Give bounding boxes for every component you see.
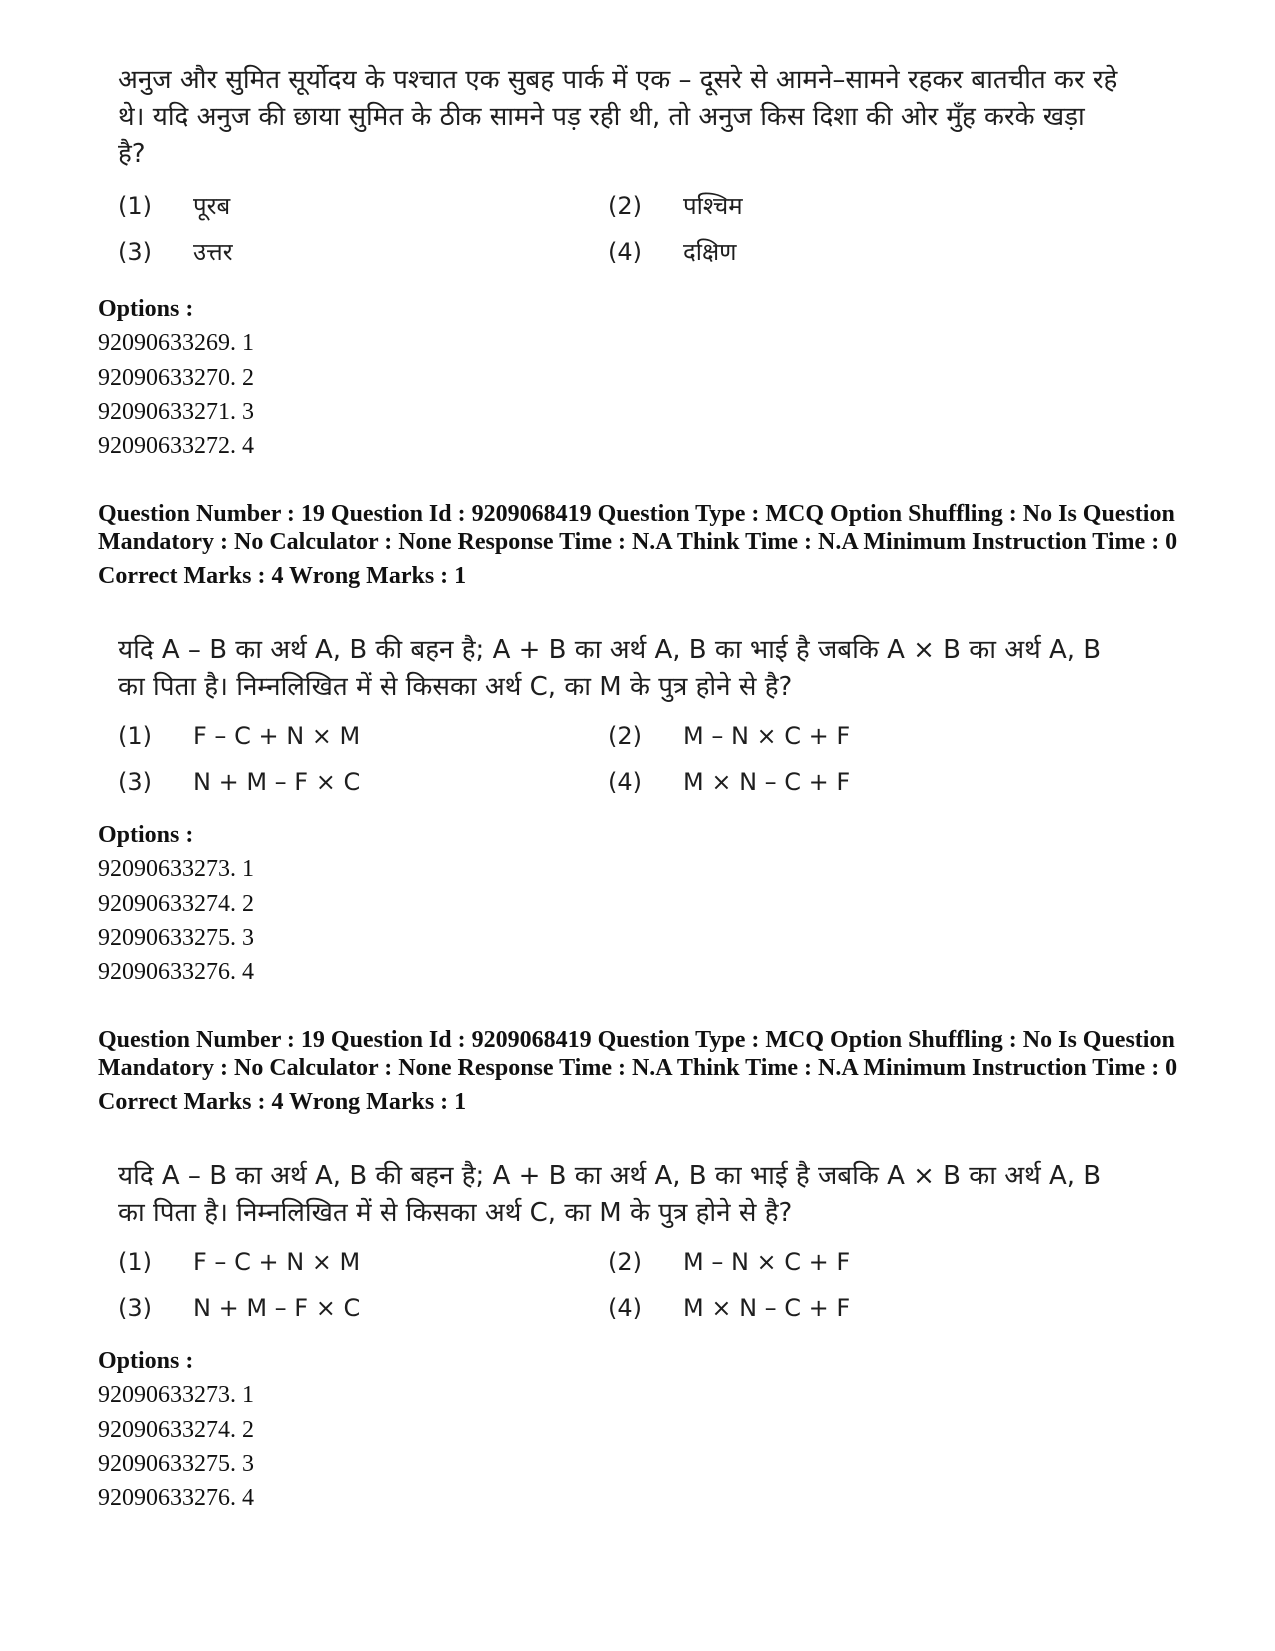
question-header: Question Number : 19 Question Id : 9209068419 Question Type : MCQ Option Shuffling : No Is Question Mandatory : No Calculator : None Response Time : N.A Think Time : N.A Minimum Instruction Time : 0 — [98, 501, 1178, 555]
choice-2: (2) M – N × C + F — [608, 722, 851, 750]
options-title: Options : — [98, 296, 194, 322]
choice-1: (1) पूरब — [118, 192, 231, 220]
choice-3: (3) उत्तर — [118, 238, 233, 266]
question-header: Question Number : 19 Question Id : 9209068419 Question Type : MCQ Option Shuffling : No Is Question Mandatory : No Calculator : None Response Time : N.A Think Time : N.A Minimum Instruction Time : 0 — [98, 1027, 1178, 1081]
choice-4: (4) दक्षिण — [608, 238, 737, 266]
options-title: Options : — [98, 1348, 194, 1374]
question-image-1 — [118, 62, 1118, 279]
option-id: 92090633270. 2 — [98, 364, 254, 391]
option-id: 92090633272. 4 — [98, 433, 254, 460]
choice-2: (2) पश्चिम — [608, 192, 743, 220]
choices-grid — [118, 1248, 1118, 1338]
choice-1: (1) F – C + N × M — [118, 722, 361, 750]
options-list-2 — [98, 818, 254, 989]
marks-line: Correct Marks : 4 Wrong Marks : 1 — [98, 1089, 467, 1115]
option-id: 92090633273. 1 — [98, 1382, 254, 1409]
option-id: 92090633274. 2 — [98, 890, 254, 917]
option-id: 92090633275. 3 — [98, 1450, 254, 1477]
options-list-3 — [98, 1344, 254, 1515]
option-id: 92090633275. 3 — [98, 924, 254, 951]
choice-4: (4) M × N – C + F — [608, 768, 851, 796]
marks-line: Correct Marks : 4 Wrong Marks : 1 — [98, 563, 467, 589]
choices-grid — [118, 189, 1118, 279]
question-image-2 — [118, 632, 1118, 812]
choice-4: (4) M × N – C + F — [608, 1294, 851, 1322]
choice-3: (3) N + M – F × C — [118, 768, 361, 796]
choice-3: (3) N + M – F × C — [118, 1294, 361, 1322]
question-text: यदि A – B का अर्थ A, B की बहन है; A + B का अर्थ A, B का भाई है जबकि A × B का अर्थ A, B का पिता है। निम्नलिखित में से किसका अर्थ C, का M के पुत्र होने से है? — [118, 635, 1102, 702]
choice-2: (2) M – N × C + F — [608, 1248, 851, 1276]
option-id: 92090633274. 2 — [98, 1416, 254, 1443]
question-meta-2 — [98, 500, 1178, 590]
question-image-3 — [118, 1158, 1118, 1338]
option-id: 92090633276. 4 — [98, 959, 254, 986]
question-text: यदि A – B का अर्थ A, B की बहन है; A + B का अर्थ A, B का भाई है जबकि A × B का अर्थ A, B का पिता है। निम्नलिखित में से किसका अर्थ C, का M के पुत्र होने से है? — [118, 1161, 1102, 1228]
question-meta-3 — [98, 1026, 1178, 1116]
option-id: 92090633269. 1 — [98, 330, 254, 357]
options-title: Options : — [98, 822, 194, 848]
option-id: 92090633271. 3 — [98, 398, 254, 425]
option-id: 92090633273. 1 — [98, 856, 254, 883]
choices-grid — [118, 722, 1118, 812]
choice-1: (1) F – C + N × M — [118, 1248, 361, 1276]
option-id: 92090633276. 4 — [98, 1485, 254, 1512]
question-text: अनुज और सुमित सूर्योदय के पश्चात एक सुबह पार्क में एक – दूसरे से आमने–सामने रहकर बातचीत कर रहे थे। यदि अनुज की छाया सुमित के ठीक सामने पड़ रही थी, तो अनुज किस दिशा की ओर मुँह करके खड़ा है? — [118, 65, 1118, 169]
options-list-1 — [98, 292, 254, 463]
